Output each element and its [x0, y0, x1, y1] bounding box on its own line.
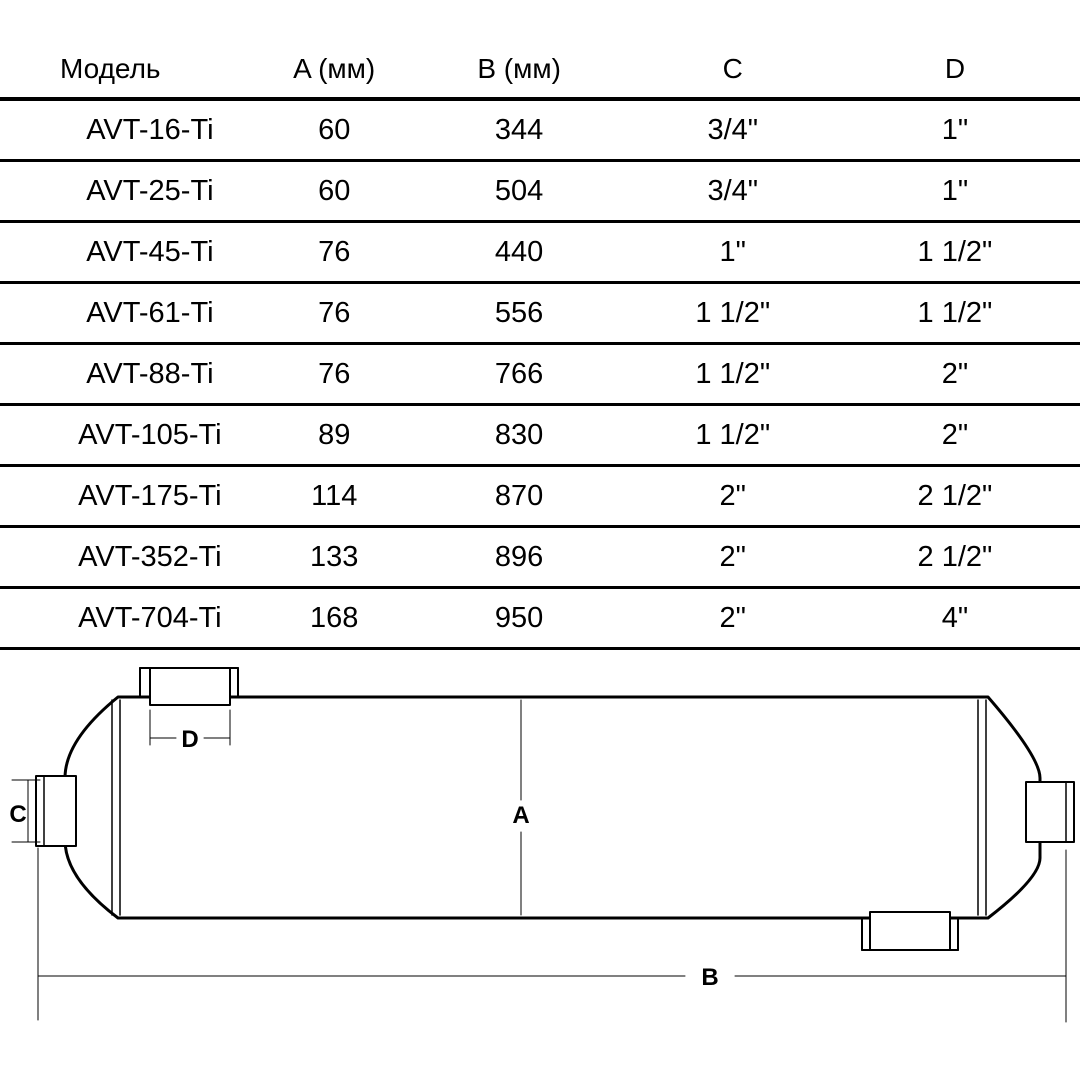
cell-b: 440: [403, 222, 636, 283]
cell-model: AVT-45-Ti: [0, 222, 266, 283]
cell-c: 3/4": [636, 99, 830, 161]
cell-b: 504: [403, 161, 636, 222]
cell-d: 2": [830, 344, 1080, 405]
heat-exchanger-diagram: [0, 650, 1080, 1080]
cell-d: 4": [830, 588, 1080, 649]
cell-b: 896: [403, 527, 636, 588]
header-b: B (мм): [403, 40, 636, 99]
cell-b: 556: [403, 283, 636, 344]
right-nozzle: [1026, 782, 1074, 842]
header-a: A (мм): [266, 40, 403, 99]
label-d: D: [181, 726, 199, 753]
top-nozzle: [140, 668, 238, 705]
table-header-row: [0, 40, 1080, 99]
cell-a: 60: [266, 161, 403, 222]
cell-b: 766: [403, 344, 636, 405]
bottom-nozzle: [862, 912, 958, 950]
left-nozzle: [36, 776, 76, 846]
cell-c: 1 1/2": [636, 283, 830, 344]
cell-d: 1 1/2": [830, 283, 1080, 344]
cell-c: 1 1/2": [636, 405, 830, 466]
cell-a: 114: [266, 466, 403, 527]
table-row: [0, 283, 1080, 344]
cell-d: 2 1/2": [830, 466, 1080, 527]
cell-a: 133: [266, 527, 403, 588]
label-b: B: [701, 964, 719, 991]
cell-model: AVT-105-Ti: [0, 405, 266, 466]
table-row: [0, 161, 1080, 222]
cell-model: AVT-88-Ti: [0, 344, 266, 405]
cell-model: AVT-61-Ti: [0, 283, 266, 344]
cell-model: AVT-175-Ti: [0, 466, 266, 527]
cell-c: 2": [636, 527, 830, 588]
cell-c: 1 1/2": [636, 344, 830, 405]
table-row: [0, 527, 1080, 588]
cell-a: 60: [266, 99, 403, 161]
cell-d: 2": [830, 405, 1080, 466]
cell-c: 3/4": [636, 161, 830, 222]
cell-c: 2": [636, 588, 830, 649]
label-c: C: [9, 801, 27, 828]
table-row: [0, 344, 1080, 405]
header-c: C: [636, 40, 830, 99]
cell-b: 950: [403, 588, 636, 649]
cell-d: 1": [830, 99, 1080, 161]
cell-b: 344: [403, 99, 636, 161]
cell-a: 76: [266, 283, 403, 344]
vessel-body: [65, 697, 1040, 918]
header-d: D: [830, 40, 1080, 99]
cell-c: 1": [636, 222, 830, 283]
cell-d: 1": [830, 161, 1080, 222]
cell-d: 2 1/2": [830, 527, 1080, 588]
table-row: [0, 222, 1080, 283]
cell-a: 89: [266, 405, 403, 466]
cell-c: 2": [636, 466, 830, 527]
cell-model: AVT-352-Ti: [0, 527, 266, 588]
cell-b: 870: [403, 466, 636, 527]
table-row: [0, 405, 1080, 466]
cell-model: AVT-704-Ti: [0, 588, 266, 649]
cell-a: 76: [266, 344, 403, 405]
cell-a: 76: [266, 222, 403, 283]
header-model: Модель: [0, 40, 266, 99]
cell-b: 830: [403, 405, 636, 466]
cell-model: AVT-25-Ti: [0, 161, 266, 222]
cell-d: 1 1/2": [830, 222, 1080, 283]
cell-model: AVT-16-Ti: [0, 99, 266, 161]
table-row: [0, 588, 1080, 649]
table-row: [0, 466, 1080, 527]
cell-a: 168: [266, 588, 403, 649]
table-row: [0, 99, 1080, 161]
label-a: A: [512, 802, 530, 829]
spec-table: [0, 40, 1080, 650]
